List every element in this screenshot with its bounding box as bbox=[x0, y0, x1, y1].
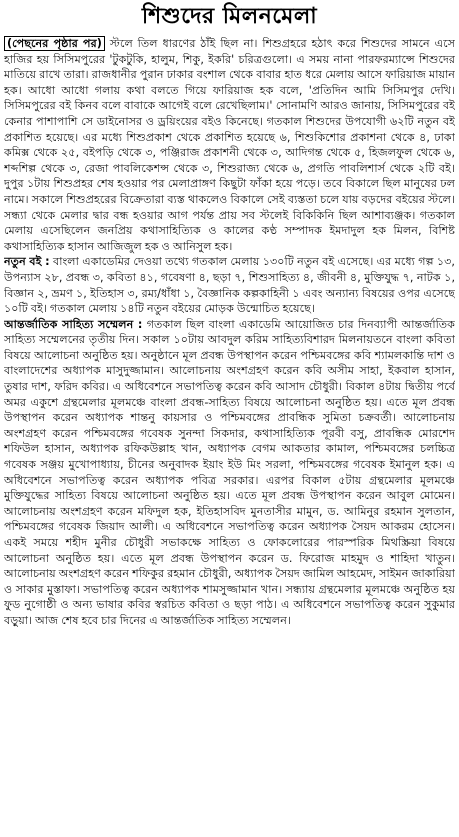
paragraph-text: স্টলে তিল ধারণের ঠাঁই ছিল না। শিশুগ্রহরে হঠাৎ করে শিশুদের সামনে এসে হাজির হয় সিসিমপুরের 'টুকটুকি, হালুম, শিকু, ইকরি' চরিত্রগুলো। এ সময় নানা পারফরম্যান্সে শিশুদের মাতিয়ে রাখে তারা। রাজধানীর পুরান ঢাকার বংশাল থেকে বাবার হাত ধরে মেলায় আসে ফারিয়াজ মায়ান হক। আধো আধো গলায় কথা বলতে গিয়ে ফারিয়াজ হক বলে, 'প্রতিদিন আমি সিসিমপুর দেখি। সিসিমপুরের বই কিনব বলে বাবাকে আগেই বলে রেখেছিলাম।' সোনামণি আরও জানায়, সিসিমপুরের বই কেনার পাশাপাশি সে ডাইনোসর ও ড্রয়িংয়ের বইও কিনেছে। গতকাল শিশুদের উপযোগী ৬২টি নতুন বই প্রকাশিত হয়েছে। এর মধ্যে শিশুপ্রকাশ থেকে প্রকাশিত হয়েছে ৬, শিশুকিশোর প্রকাশনা থেকে ৪, ঢাকা কমিক্স থেকে ২৫, বইপড়ি থেকে ৩, পঞ্জিরাজ প্রকাশনী থেকে ৩, আদিগন্ত থেকে ৫, হিজলফুল থেকে ৬, শব্দশিল্প থেকে ৩, রেজা পাবলিকেশন্স থেকে ৩, শিশুরাজ্য থেকে ৬, প্রগতি পাবলিশার্স থেকে ২টি বই। দুপুর ১টায় শিশুপ্রহর শেষ হওয়ার পর মেলাপ্রাঙ্গণ কিছুটা ফাঁকা হয়ে পড়ে। তবে বিকালে ছিল মানুষের ঢল নামে। সকালে শিশুপ্রহরের বিক্রেতারা ব্যস্ত থাকলেও বিকালে সেই ব্যস্ততা চলে যায় বড়দের বইয়ের স্টলে। সন্ধ্যা থেকে মেলার দ্বার বন্ধ হওয়ার আগ পর্যন্ত প্রায় সব স্টলেই বিকিকিনি ছিল আশাব্যঞ্জক। গতকাল মেলায় এসেছিলেন জনপ্রিয় কথাসাহিত্যিক ও কালের কণ্ঠ সম্পাদক ইমদাদুল হক মিলন, বিশিষ্ট কথাসাহিত্যিক হাসান আজিজুল হক ও আনিসুল হক। bbox=[4, 37, 455, 253]
paragraph-intro bbox=[4, 36, 455, 254]
section-lead-conference: আন্তর্জাতিক সাহিত্য সম্মেলন : bbox=[4, 317, 143, 331]
paragraph-text: গতকাল ছিল বাংলা একাডেমি আয়োজিত চার দিনব্যাপী আন্তর্জাতিক সাহিত্য সম্মেলনের তৃতীয় দিন। সকাল ১০টায় আবদুল করিম সাহিত্যবিশারদ মিলনায়তনে বাংলা কবিতা বিষয়ে আলোচনা অনুষ্ঠিত হয়। অনুষ্ঠানে মূল প্রবন্ধ উপস্থাপন করেন পশ্চিমবঙ্গের কবি শ্যামলকান্তি দাশ ও বাংলাদেশের অধ্যাপক মাসুদুজ্জামান। আলোচনায় অংশগ্রহণ করেন কবি অসীম সাহা, ইকবাল হাসান, তুষার দাশ, ফরিদ কবির। এ অধিবেশনে সভাপতিত্ব করেন কবি আসাদ চৌধুরী। বিকাল ৪টায় দ্বিতীয় পর্বে অমর একুশে গ্রন্থমেলার মূলমঞ্চে বাংলা প্রবন্ধ-সাহিত্য বিষয়ে আলোচনা অনুষ্ঠিত হয়। এতে মূল প্রবন্ধ উপস্থাপন করেন অধ্যাপক শান্তনু কায়সার ও পশ্চিমবঙ্গের প্রাবন্ধিক সুমিতা চক্রবর্তী। আলোচনায় অংশগ্রহণ করেন পশ্চিমবঙ্গের গবেষক সুনন্দা সিকদার, কথাসাহিত্যিক পূরবী বসু, প্রাবন্ধিক মোরশেদ শফিউল হাসান, অধ্যাপক রফিকউল্লাহ খান, অধ্যাপক বেগম আকতার কামাল, পশ্চিমবঙ্গের চলচ্চিত্র গবেষক সঞ্জয় মুখোপাধ্যায়, চীনের অনুবাদক ইয়াং ইউ মিং সরলা, পশ্চিমবঙ্গের গবেষক ইমানুল হক। এ অধিবেশনে সভাপতিত্ব করেন অধ্যাপক পবিত্র সরকার। এরপর বিকাল ৫টায় গ্রন্থমেলার মূলমঞ্চে মুক্তিযুদ্ধের সাহিত্য বিষয়ে আলোচনা অনুষ্ঠিত হয়। এতে মূল প্রবন্ধ উপস্থাপন করেন আবুল মোমেন। আলোচনায় অংশগ্রহণ করেন মফিদুল হক, ইতিহাসবিদ মুনতাসীর মামুন, ড. আমিনুর রহমান সুলতান, পশ্চিমবঙ্গের গবেষক জিয়াদ আলী। এ অধিবেশনে সভাপতিত্ব করেন অধ্যাপক সৈয়দ আকরম হোসেন। একই সময়ে শহীদ মুনীর চৌধুরী সভাকক্ষে সাহিত্য ও ফোকলোরের পারস্পরিক মিথস্ক্রিয়া বিষয়ে আলোচনা অনুষ্ঠিত হয়। এতে মূল প্রবন্ধ উপস্থাপন করেন ড. ফিরোজ মাহমুদ ও শাহিদা খাতুন। আলোচনায় অংশগ্রহণ করেন শফিকুর রহমান চৌধুরী, অধ্যাপক সৈয়দ জামিল আহমেদ, সাইমন জাকারিয়া ও সাকার মুস্তাফা। সভাপতিত্ব করেন অধ্যাপক শামসুজ্জামান খান। সন্ধ্যায় গ্রন্থমেলার মূলমঞ্চে অনুষ্ঠিত হয় ফুড নুগোষ্ঠী ও অন্য ভাষার কবির স্বরচিত কবিতা ও ছড়া পাঠ। এ অধিবেশনে সভাপতিত্ব করেন সুকুমার বড়ুয়া। আজ শেষ হবে চার দিনের এ আন্তর্জাতিক সাহিত্য সম্মেলন। bbox=[4, 317, 455, 627]
section-lead-new-books: নতুন বই : bbox=[4, 255, 50, 269]
headline: শিশুদের মিলনমেলা bbox=[141, 4, 318, 29]
newspaper-clipping bbox=[4, 2, 455, 834]
paragraph-new-books bbox=[4, 254, 455, 316]
continued-from-label: (পেছনের পৃষ্ঠার পর) bbox=[4, 36, 105, 51]
paragraph-text: বাংলা একাডেমির দেওয়া তথ্যে গতকাল মেলায় ১৩০টি নতুন বই এসেছে। এর মধ্যে গল্প ১৩, উপন্যাস ২৮, প্রবন্ধ ৩, কবিতা ৪১, গবেষণা ৪, ছড়া ৭, শিশুসাহিত্য ৪, জীবনী ৪, মুক্তিযুদ্ধ ৭, নাটক ১, বিজ্ঞান ২, ভ্রমণ ১, ইতিহাস ৩, রম্য/ধাঁধা ১, বৈজ্ঞানিক কল্পকাহিনী ১ এবং অন্যান্য বিষয়ের ওপর এসেছে ১০টি বই। গতকাল মেলায় ১৪টি নতুন বইয়ের মোড়ক উন্মোচিত হয়েছে। bbox=[4, 255, 455, 316]
article-body bbox=[4, 36, 455, 629]
paragraph-literature-conference bbox=[4, 317, 455, 629]
